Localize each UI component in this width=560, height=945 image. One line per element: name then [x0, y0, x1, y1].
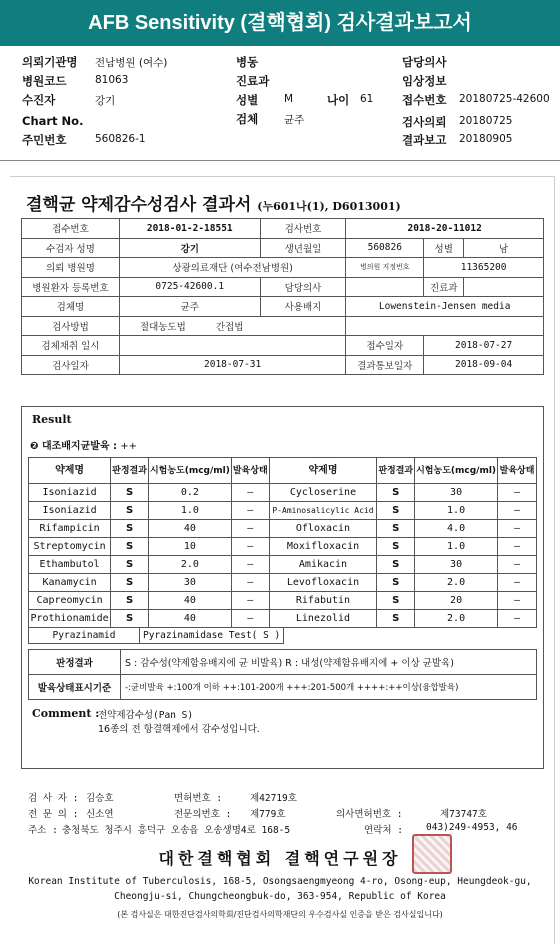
growth-value: –: [231, 484, 269, 502]
col-judge-right: 판정결과: [377, 458, 415, 484]
drug-name: Capreomycin: [29, 592, 111, 610]
growth-value: –: [498, 538, 537, 556]
growth-value: –: [231, 538, 269, 556]
growth-legend-text: -:균비발육 +:100개 이하 ++:101-200개 +++:201-500개 ++++:++이상(융합발육): [121, 675, 537, 700]
medium-value: Lowenstein-Jensen media: [346, 297, 544, 317]
comment-label: Comment :: [32, 707, 100, 720]
receive-label: 접수일자: [346, 336, 424, 356]
sex-value-cell: 남: [464, 238, 544, 258]
judge-value: S: [111, 484, 149, 502]
expert-no-label: 전문의번호 :: [174, 809, 232, 820]
hospital-code-value-cell: 11365200: [424, 258, 544, 278]
report-value: 20180905: [459, 133, 513, 145]
judge-value: S: [377, 610, 415, 628]
drug-name: Ofloxacin: [269, 520, 377, 538]
report-title-code: (누601나(1), D6013001): [257, 200, 401, 213]
report-date-value: 2018-09-04: [424, 355, 544, 375]
result-section: [21, 406, 544, 769]
test-no-value: 2018-20-11012: [346, 219, 544, 239]
doctor-license-label: 의사면허번호 :: [336, 809, 403, 820]
judge-legend-label: 판정결과: [29, 650, 121, 675]
table-row: [29, 502, 537, 520]
drug-name: Amikacin: [269, 556, 377, 574]
specimen-label: 검체: [236, 112, 259, 126]
hospital-value: 상광의료재단 (여수전남병원): [119, 258, 345, 278]
contact-label: 연락처 :: [364, 825, 403, 836]
drug-name: Streptomycin: [29, 538, 111, 556]
conc-value: 30: [148, 574, 231, 592]
judge-value: S: [377, 520, 415, 538]
report-header: [22, 54, 552, 154]
pyrazinamid-label: Pyrazinamid: [28, 627, 140, 644]
patient-info-table: [21, 218, 544, 375]
control-growth: [30, 437, 137, 452]
growth-value: –: [498, 484, 537, 502]
judge-value: S: [377, 556, 415, 574]
chart-no-label: Chart No.: [22, 114, 84, 128]
patient-reg-value: 0725-42600.1: [119, 277, 260, 297]
page-title: AFB Sensitivity (결핵협회) 검사결과보고서: [0, 0, 560, 46]
conc-value: 1.0: [415, 538, 498, 556]
growth-value: –: [231, 610, 269, 628]
patient-label: 수진자: [22, 93, 56, 107]
tester-value: 김승호: [86, 793, 114, 804]
doctor-value-cell: [346, 277, 424, 297]
rrn-value: 560826-1: [95, 133, 146, 145]
conc-value: 1.0: [415, 502, 498, 520]
report-label: 결과보고: [402, 133, 447, 147]
birth-label: 생년월일: [260, 238, 346, 258]
conc-value: 2.0: [415, 610, 498, 628]
judge-value: S: [111, 556, 149, 574]
judge-value: S: [377, 538, 415, 556]
table-row: [29, 538, 537, 556]
col-drug-right: 약제명: [269, 458, 377, 484]
dept-label-cell: 진료과: [424, 277, 464, 297]
sex-value: M: [284, 93, 294, 105]
col-judge-left: 판정결과: [111, 458, 149, 484]
drug-name: Levofloxacin: [269, 574, 377, 592]
col-conc-right: 시험농도(mcg/ml): [415, 458, 498, 484]
control-growth-value: ++: [120, 441, 138, 452]
growth-value: –: [498, 502, 537, 520]
drug-name: Rifampicin: [29, 520, 111, 538]
growth-value: –: [498, 574, 537, 592]
pyrazinamid-value: Pyrazinamidase Test( S ): [140, 627, 284, 644]
license-value: 제42719호: [250, 793, 297, 804]
growth-value: –: [231, 520, 269, 538]
receipt-no-value: 2018-01-2-18551: [119, 219, 260, 239]
growth-value: –: [498, 556, 537, 574]
growth-value: –: [498, 610, 537, 628]
growth-value: –: [231, 556, 269, 574]
drug-name: Ethambutol: [29, 556, 111, 574]
growth-value: –: [231, 574, 269, 592]
growth-value: –: [231, 592, 269, 610]
growth-value: –: [498, 520, 537, 538]
col-conc-left: 시험농도(mcg/ml): [148, 458, 231, 484]
accession-value: 20180725-42600: [459, 93, 550, 105]
receipt-no-label: 접수번호: [22, 219, 120, 239]
sex-label: 성별: [236, 93, 259, 107]
license-label: 면허번호 :: [174, 793, 223, 804]
growth-legend-label: 발육상태표시기준: [29, 675, 121, 700]
method-blank: [346, 316, 544, 336]
organization-name: 대한결핵협회 결핵연구원장: [158, 849, 402, 868]
hospital-label: 의뢰 병원명: [22, 258, 120, 278]
institution-label: 의뢰기관명: [22, 55, 78, 69]
collect-value: [119, 336, 345, 356]
expert-no-value: 제779호: [250, 809, 286, 820]
drug-name: Prothionamide: [29, 610, 111, 628]
col-growth-left: 발육상태: [231, 458, 269, 484]
method-label: 검사방법: [22, 316, 120, 336]
hospital-code-label-cell: 병의원 지정번호: [346, 258, 424, 278]
conc-value: 10: [148, 538, 231, 556]
conc-value: 1.0: [148, 502, 231, 520]
col-growth-right: 발육상태: [498, 458, 537, 484]
judge-value: S: [111, 592, 149, 610]
conc-value: 4.0: [415, 520, 498, 538]
method-2: 간접법: [215, 321, 244, 333]
drug-name: Kanamycin: [29, 574, 111, 592]
comment-line-1: 전약제감수성(Pan S): [98, 710, 194, 721]
report-title-text: 결핵균 약제감수성검사 결과서: [26, 195, 252, 215]
conc-value: 2.0: [148, 556, 231, 574]
drug-name: Rifabutin: [269, 592, 377, 610]
judge-value: S: [111, 574, 149, 592]
test-date-value: 2018-07-31: [119, 355, 345, 375]
clinical-info-label: 임상정보: [402, 74, 447, 88]
specimen-value-cell: 균주: [119, 297, 260, 317]
age-label: 나이: [327, 93, 350, 107]
conc-value: 30: [415, 484, 498, 502]
growth-value: –: [231, 502, 269, 520]
comment-line-2: 16종의 전 항결핵제에서 감수성입니다.: [98, 724, 260, 735]
drug-name: Isoniazid: [29, 484, 111, 502]
test-date-label: 검사일자: [22, 355, 120, 375]
receive-value: 2018-07-27: [424, 336, 544, 356]
organization-address-2: Cheongju-si, Chungcheongbuk-do, 363-954, Republic of Korea: [114, 891, 446, 902]
rrn-label: 주민번호: [22, 133, 67, 147]
patient-name-value: 강기: [119, 238, 260, 258]
drug-name: Cycloserine: [269, 484, 377, 502]
address-label: 주소 :: [28, 825, 58, 836]
request-label: 검사의뢰: [402, 115, 447, 129]
header-divider: [0, 160, 560, 161]
sensitivity-rows: [29, 484, 537, 628]
report-title: [26, 190, 401, 215]
conc-value: 40: [148, 520, 231, 538]
judge-value: S: [377, 484, 415, 502]
request-value: 20180725: [459, 115, 513, 127]
judge-value: S: [111, 610, 149, 628]
hospital-code-label: 병원코드: [22, 74, 67, 88]
col-drug-left: 약제명: [29, 458, 111, 484]
hospital-code-value: 81063: [95, 74, 129, 86]
doctor-label: 담당의사: [402, 55, 447, 69]
address-value: 충청북도 청주시 흥덕구 오송읍 오송생명4로 168-5: [62, 825, 291, 836]
patient-reg-label: 병원환자 등록번호: [22, 277, 120, 297]
drug-name: P-Aminosalicylic Acid: [269, 502, 377, 520]
tester-label: 검 사 자 :: [28, 793, 79, 804]
table-row: [29, 610, 537, 628]
judge-value: S: [377, 592, 415, 610]
conc-value: 40: [148, 592, 231, 610]
dept-value-cell: [464, 277, 544, 297]
patient-value: 강기: [95, 95, 116, 107]
doctor-license-value: 제73747호: [440, 809, 487, 820]
conc-value: 40: [148, 610, 231, 628]
growth-value: –: [498, 592, 537, 610]
test-no-label: 검사번호: [260, 219, 346, 239]
specimen-value: 균주: [284, 114, 305, 126]
table-row: [29, 520, 537, 538]
control-growth-label: ❷ 대조배지균발육 :: [30, 441, 118, 452]
conc-value: 2.0: [415, 574, 498, 592]
certification-note: (본 검사실은 대한진단검사의학회/진단검사의학재단의 우수검사실 인증을 받은 검사실입니다): [117, 910, 443, 919]
table-row: [29, 484, 537, 502]
judge-value: S: [377, 574, 415, 592]
sex-label-cell: 성별: [424, 238, 464, 258]
drug-name: Moxifloxacin: [269, 538, 377, 556]
institution-value: 전남병원 (여수): [95, 57, 168, 69]
drug-name: Isoniazid: [29, 502, 111, 520]
specimen-label-cell: 검체명: [22, 297, 120, 317]
drug-name: Linezolid: [269, 610, 377, 628]
patient-name-label: 수검자 성명: [22, 238, 120, 258]
conc-value: 0.2: [148, 484, 231, 502]
conc-value: 30: [415, 556, 498, 574]
collect-label: 검체채취 일시: [22, 336, 120, 356]
expert-value: 신소연: [86, 809, 114, 820]
table-row: [29, 556, 537, 574]
table-row: [29, 592, 537, 610]
judge-value: S: [111, 538, 149, 556]
report-date-label: 결과통보일자: [346, 355, 424, 375]
judge-value: S: [111, 502, 149, 520]
ward-label: 병동: [236, 55, 259, 69]
result-label: Result: [32, 413, 72, 426]
judge-legend-text: S : 감수성(약제함유배지에 균 비발육) R : 내성(약제함유배지에 + 이상 균발육): [121, 650, 537, 675]
table-row: [29, 574, 537, 592]
judge-value: S: [377, 502, 415, 520]
organization-address-1: Korean Institute of Tuberculosis, 168-5, Osongsaengmyeong 4-ro, Osong-eup, Heungdeok-gu,: [28, 876, 532, 887]
method-1: 절대농도법: [139, 321, 186, 333]
doctor-label-cell: 담당의사: [260, 277, 346, 297]
legend-table: [28, 649, 537, 700]
judge-value: S: [111, 520, 149, 538]
age-value: 61: [360, 93, 374, 105]
sensitivity-table: [28, 457, 537, 628]
accession-label: 접수번호: [402, 93, 447, 107]
contact-value: 043)249-4953, 46: [426, 822, 518, 833]
expert-label: 전 문 의 :: [28, 809, 79, 820]
medium-label: 사용배지: [260, 297, 346, 317]
dept-label: 진료과: [236, 74, 270, 88]
method-value: [119, 316, 345, 336]
birth-value: 560826: [346, 238, 424, 258]
conc-value: 20: [415, 592, 498, 610]
